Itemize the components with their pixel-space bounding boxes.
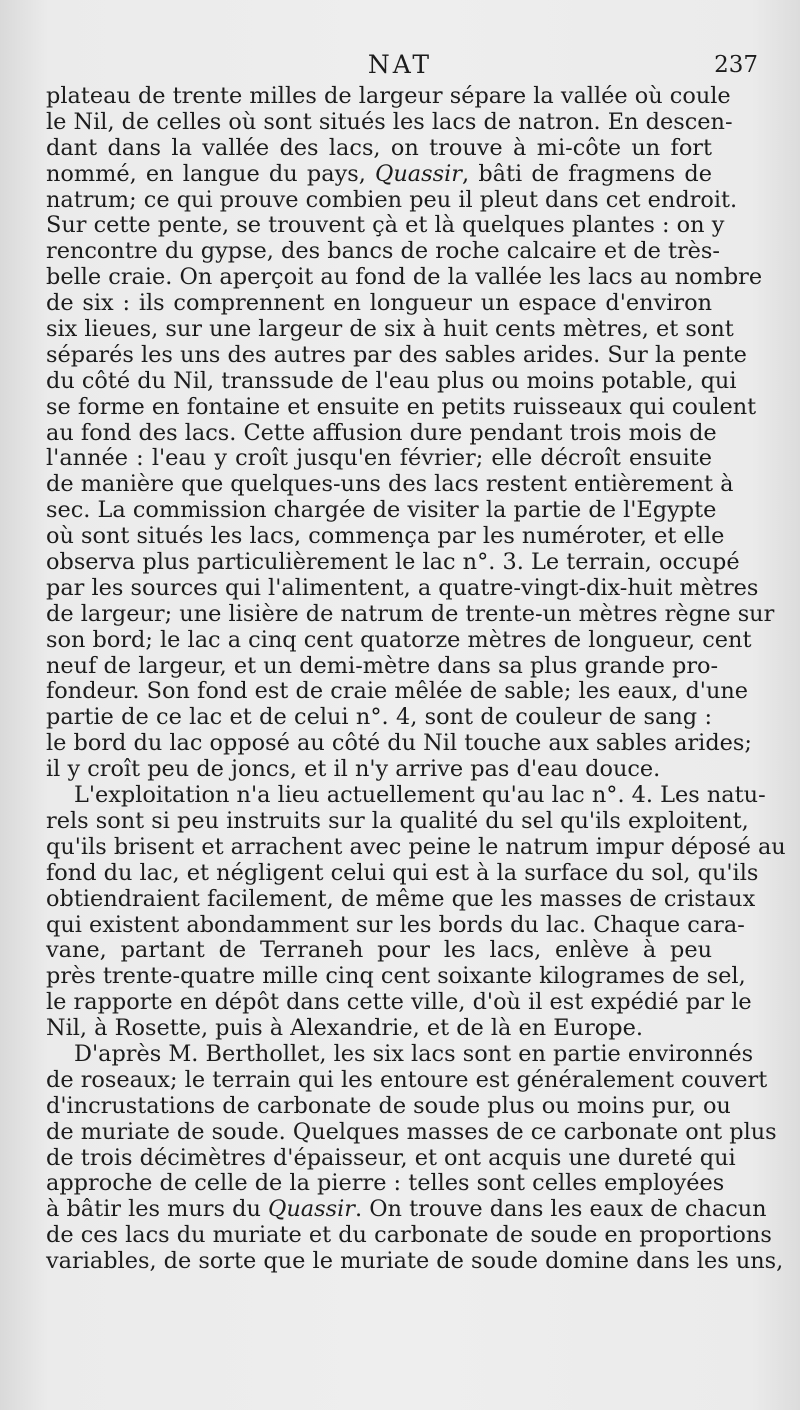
text-line: belle craie. On aperçoit au fond de la vallée les lacs au nombre bbox=[46, 264, 763, 291]
text-line: près trente-quatre mille cinq cent soixante kilogrames de sel, bbox=[46, 963, 746, 990]
text-line: il y croît peu de joncs, et il n'y arrive pas d'eau douce. bbox=[46, 756, 661, 783]
text-line: qu'ils brisent et arrachent avec peine le natrum impur déposé au bbox=[46, 833, 786, 860]
text-line: son bord; le lac a cinq cent quatorze mètres de longueur, cent bbox=[46, 626, 752, 653]
text-line: où sont situés les lacs, commença par les numéroter, et elle bbox=[46, 523, 725, 550]
text-line: l'année : l'eau y croît jusqu'en février; elle décroît ensuite bbox=[46, 445, 712, 472]
text-line: Nil, à Rosette, puis à Alexandrie, et de là en Europe. bbox=[46, 1015, 643, 1042]
italic-place-name: Quassir bbox=[267, 1196, 355, 1223]
running-head-title: NAT bbox=[367, 50, 433, 79]
text-line: qui existent abondamment sur les bords du lac. Chaque cara- bbox=[46, 911, 745, 938]
text-line: vane, partant de Terraneh pour les lacs, enlève à peu bbox=[46, 937, 712, 964]
text-line: le bord du lac opposé au côté du Nil touche aux sables arides; bbox=[46, 730, 752, 757]
text-line: rencontre du gypse, des bancs de roche calcaire et de très- bbox=[46, 238, 720, 265]
text-line: observa plus particulièrement le lac n°. 3. Le terrain, occupé bbox=[46, 549, 740, 576]
text-line: le Nil, de celles où sont situés les lacs de natron. En descen- bbox=[46, 108, 733, 135]
text-line: d'incrustations de carbonate de soude plus ou moins pur, ou bbox=[46, 1092, 731, 1119]
text-line: de trois décimètres d'épaisseur, et ont acquis une dureté qui bbox=[46, 1144, 736, 1171]
text-line: à bâtir les murs du Quassir. On trouve dans les eaux de chacun bbox=[46, 1196, 767, 1223]
text-line: dant dans la vallée des lacs, on trouve à mi-côte un fort bbox=[46, 134, 712, 161]
body-text bbox=[46, 83, 786, 1275]
text-line: de largeur; une lisière de natrum de trente-un mètres règne sur bbox=[46, 600, 775, 627]
text-line: sec. La commission chargée de visiter la partie de l'Egypte bbox=[46, 497, 717, 524]
italic-place-name: Quassir bbox=[375, 160, 463, 187]
text-line: de ces lacs du muriate et du carbonate de soude en proportions bbox=[46, 1222, 772, 1249]
text-line: six lieues, sur une largeur de six à huit cents mètres, et sont bbox=[46, 316, 734, 343]
text-line: de six : ils comprennent en longueur un espace d'environ bbox=[46, 290, 712, 317]
page-number: 237 bbox=[714, 52, 758, 78]
text-line: obtiendraient facilement, de même que les masses de cristaux bbox=[46, 885, 756, 912]
text-line: rels sont si peu instruits sur la qualité du sel qu'ils exploitent, bbox=[46, 807, 749, 834]
text-line: partie de ce lac et de celui n°. 4, sont de couleur de sang : bbox=[46, 704, 712, 731]
text-line: de muriate de soude. Quelques masses de ce carbonate ont plus bbox=[46, 1118, 777, 1145]
text-line: au fond des lacs. Cette affusion dure pendant trois mois de bbox=[46, 419, 717, 446]
text-line: séparés les uns des autres par des sables arides. Sur la pente bbox=[46, 341, 747, 368]
text-line: L'exploitation n'a lieu actuellement qu'au lac n°. 4. Les natu- bbox=[74, 782, 766, 809]
text-line: approche de celle de la pierre : telles sont celles employées bbox=[46, 1170, 725, 1197]
text-line: natrum; ce qui prouve combien peu il pleut dans cet endroit. bbox=[46, 186, 738, 213]
text-line: par les sources qui l'alimentent, a quatre-vingt-dix-huit mètres bbox=[46, 574, 759, 601]
text-line: plateau de trente milles de largeur sépare la vallée où coule bbox=[46, 83, 731, 109]
text-line: de manière que quelques-uns des lacs restent entièrement à bbox=[46, 471, 734, 498]
text-line: neuf de largeur, et un demi-mètre dans sa plus grande pro- bbox=[46, 652, 719, 679]
text-line: le rapporte en dépôt dans cette ville, d'où il est expédié par le bbox=[46, 989, 752, 1016]
text-line: de roseaux; le terrain qui les entoure est généralement couvert bbox=[46, 1066, 768, 1093]
text-line: D'après M. Berthollet, les six lacs sont en partie environnés bbox=[74, 1040, 754, 1067]
text-line: nommé, en langue du pays, Quassir, bâti de fragmens de bbox=[46, 160, 712, 187]
text-line: se forme en fontaine et ensuite en petits ruisseaux qui coulent bbox=[46, 393, 757, 420]
running-head bbox=[0, 50, 800, 82]
text-line: variables, de sorte que le muriate de soude domine dans les uns, bbox=[46, 1248, 784, 1275]
text-line: Sur cette pente, se trouvent çà et là quelques plantes : on y bbox=[46, 212, 725, 239]
text-line: du côté du Nil, transsude de l'eau plus ou moins potable, qui bbox=[46, 367, 737, 394]
text-line: fondeur. Son fond est de craie mêlée de sable; les eaux, d'une bbox=[46, 678, 749, 705]
text-line: fond du lac, et négligent celui qui est à la surface du sol, qu'ils bbox=[46, 859, 759, 886]
